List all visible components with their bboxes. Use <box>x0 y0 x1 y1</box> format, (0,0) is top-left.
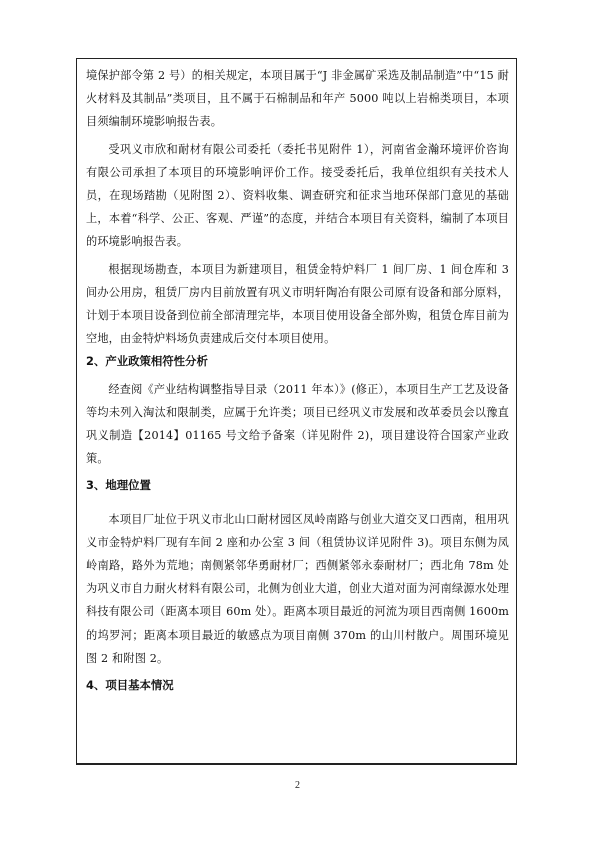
paragraph-industrial-policy: 经查阅《产业结构调整指导目录（2011 年本）》(修正），本项目生产工艺及设备等均未列入淘汰和限制类，应属于允许类；项目已经巩义市发展和改革委员会以豫直巩义制造【2014】01165 号文给予备案（详见附件 2)，项目建设符合国家产业政策。 <box>86 382 509 466</box>
heading-geographic-location: 3、地理位置 <box>86 478 151 493</box>
spacer <box>86 498 509 508</box>
document-body <box>86 64 509 697</box>
paragraph-site-survey: 根据现场勘查，本项目为新建项目，租赁金特炉料厂 1 间厂房、1 间仓库和 3 间办公用房，租赁厂房内目前放置有巩义市明轩陶冶有限公司原有设备和部分原料，计划于本项目设备到位前全部清理完毕，本项目使用设备全部外购，租赁仓库目前为空地，由金特炉料场负责建成后交付本项目使用。 <box>86 262 509 346</box>
heading-project-basics: 4、项目基本情况 <box>86 678 174 693</box>
paragraph-classification: 境保护部令第 2 号）的相关规定，本项目属于“J 非金属矿采选及制品制造”中“15 耐火材料及其制品”类项目，且不属于石棉制品和年产 5000 吨以上岩棉类项目，本项目须编制环境影响报告表。 <box>86 69 509 129</box>
paragraph-geographic-location: 本项目厂址位于巩义市北山口耐材园区凤岭南路与创业大道交叉口西南，租用巩义市金特炉料厂现有车间 2 座和办公室 3 间（租赁协议详见附件 3)。项目东侧为凤岭南路，路外为荒地；南侧紧邻华勇耐材厂；西侧紧邻永泰耐材厂；西北角 78m 处为巩义市自力耐火材料有限公司，北侧为创业大道，创业大道对面为河南绿源水处理科技有限公司（距离本项目 60m 处）。距离本项目最近的河流为项目西南侧 1600m 的坞罗河；距离本项目最近的敏感点为项目南侧 370m 的山川村散户。周围环境见图 2 和附图 2。 <box>86 512 509 665</box>
table-bottom-border <box>76 764 517 765</box>
page-number: 2 <box>295 780 300 791</box>
heading-industrial-policy: 2、产业政策相符性分析 <box>86 354 208 369</box>
paragraph-commission: 受巩义市欣和耐材有限公司委托（委托书见附件 1），河南省金瀚环境评价咨询有限公司承担了本项目的环境影响评价工作。接受委托后，我单位组织有关技术人员，在现场踏勘（见附图 2）、资料收集、调查研究和征求当地环保部门意见的基础上，本着“科学、公正、客观、严谨”的态度，并结合本项目有关资料，编制了本项目的环境影响报告表。 <box>86 142 509 249</box>
